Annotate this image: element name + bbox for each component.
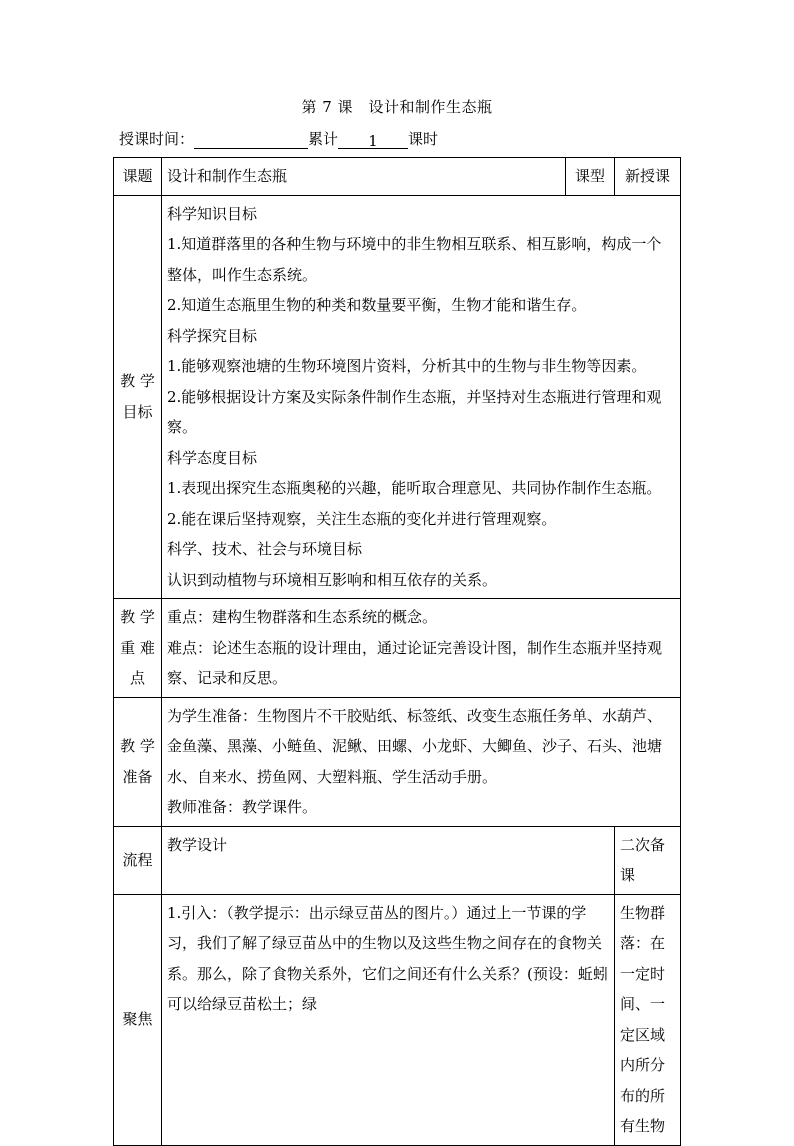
- difficulty-row: [114, 599, 681, 698]
- prep-line: 教师准备：教学课件。: [167, 798, 318, 816]
- focus-label: 聚焦: [114, 894, 162, 1145]
- goal-line: 科学态度目标: [167, 448, 258, 467]
- goals-label-line1: 教 学: [120, 372, 155, 391]
- topic-label: 课题: [114, 158, 162, 196]
- goals-label: [114, 195, 162, 599]
- difficulty-line: 难点：论述生态瓶的设计理由，通过论证完善设计图，制作生态瓶并坚持观察、记录和反思。: [167, 638, 663, 687]
- prep-line: 为学生准备：生物图片不干胶贴纸、标签纸、改变生态瓶任务单、水葫芦、金鱼藻、黑藻、小鲢鱼、泥鳅、田螺、小龙虾、大鲫鱼、沙子、石头、池塘水、自来水、捞鱼网、大塑料瓶、学生活动手册。: [167, 706, 663, 786]
- time-label: 授课时间：: [119, 130, 195, 148]
- process-header-row: [114, 826, 681, 894]
- prep-row: [114, 697, 681, 826]
- type-label: 课型: [566, 158, 615, 196]
- prep-label-line2: 准备: [122, 767, 153, 786]
- prep-label: [114, 697, 162, 826]
- goal-line: 科学探究目标: [167, 326, 258, 345]
- goals-row: [114, 195, 681, 599]
- goal-line: 认识到动植物与环境相互影响和相互依存的关系。: [167, 570, 498, 589]
- goal-line: 1.能够观察池塘的生物环境图片资料，分析其中的生物与非生物等因素。: [167, 357, 647, 375]
- difficulty-label-line1: 教 学: [120, 608, 155, 626]
- goal-line: 1.知道群落里的各种生物与环境中的非生物相互联系、相互影响，构成一个整体，叫作生态系统。: [167, 235, 662, 284]
- topic-value: 设计和制作生态瓶: [162, 158, 566, 196]
- total-label: 累计: [308, 130, 339, 148]
- lesson-plan-table: [113, 157, 681, 1146]
- total-value: 1: [338, 132, 408, 149]
- difficulty-label-line2: 重 难: [120, 638, 155, 657]
- lesson-title: 第 7 课 设计和制作生态瓶: [301, 98, 493, 116]
- prep-content: [162, 697, 681, 826]
- lesson-meta: [119, 128, 438, 149]
- focus-row: [114, 894, 681, 1145]
- flow-label: 流程: [114, 826, 162, 894]
- goals-content: [162, 195, 681, 599]
- topic-row: [114, 158, 681, 196]
- goal-line: 1.表现出探究生态瓶奥秘的兴趣，能听取合理意见、共同协作制作生态瓶。: [167, 479, 662, 497]
- goal-line: 2.能在课后坚持观察，关注生态瓶的变化并进行管理观察。: [167, 509, 557, 528]
- difficulty-content: [162, 599, 681, 698]
- type-value: 新授课: [615, 158, 681, 196]
- hours-label: 课时: [408, 130, 439, 148]
- difficulty-line: 重点：建构生物群落和生态系统的概念。: [167, 608, 438, 626]
- prep-label-line1: 教 学: [120, 737, 155, 755]
- goals-label-line2: 目标: [122, 402, 153, 421]
- difficulty-label: [114, 599, 162, 698]
- second-prep-label: 二次备课: [615, 826, 681, 894]
- goal-line: 科学知识目标: [167, 204, 258, 223]
- goal-line: 2.知道生态瓶里生物的种类和数量要平衡，生物才能和谐生存。: [167, 296, 587, 314]
- goal-line: 2.能够根据设计方案及实际条件制作生态瓶，并坚持对生态瓶进行管理和观察。: [167, 387, 662, 436]
- focus-design: 1.引入：（教学提示：出示绿豆苗丛的图片。）通过上一节课的学习，我们了解了绿豆苗丛中的生物以及这些生物之间存在的食物关系。那么，除了食物关系外，它们之间还有什么关系？(预设：蚯蚓可以给绿豆苗松土；绿: [162, 894, 615, 1145]
- goal-line: 科学、技术、社会与环境目标: [167, 540, 363, 558]
- difficulty-label-line3: 点: [129, 669, 145, 687]
- time-blank: [194, 132, 308, 149]
- focus-note: 生物群落：在一定时间、一定区域内所分布的所有生物: [615, 894, 681, 1145]
- design-label: 教学设计: [162, 826, 615, 894]
